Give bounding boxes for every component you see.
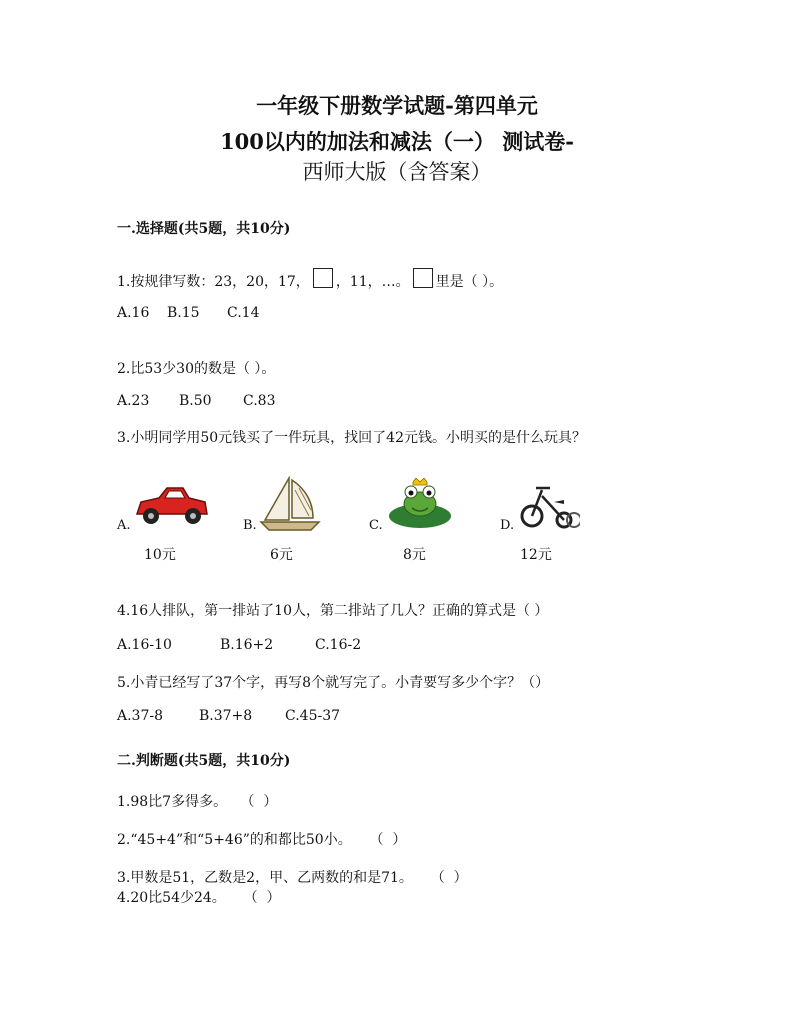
- toy-option-a: [117, 478, 227, 568]
- toy-price: 6元: [270, 547, 293, 563]
- question-1-text-c: 里是（ ）。: [435, 274, 504, 290]
- option-c: C.83: [243, 393, 276, 409]
- option-a: A.23: [117, 393, 150, 409]
- question-1-text-b: ，11，…。: [335, 274, 410, 290]
- option-b: B.50: [179, 393, 212, 409]
- question-2: 2.比53少30的数是（ ）。: [117, 361, 276, 377]
- toy-letter: D.: [500, 518, 515, 533]
- question-5-options: [117, 708, 340, 724]
- frog-icon: [387, 478, 453, 530]
- option-c: C.14: [227, 305, 260, 321]
- section-1-heading: 一.选择题(共5题，共10分): [117, 221, 291, 237]
- judgement-question-2: 2.“45+4”和“5+46”的和都比50小。 （ ）: [117, 832, 407, 848]
- option-b: B.15: [167, 305, 200, 321]
- toy-letter: B.: [243, 518, 257, 533]
- question-5: 5.小青已经写了37个字，再写8个就写完了。小青要写多少个字？（）: [117, 675, 550, 691]
- toy-letter: C.: [369, 518, 383, 533]
- red-car-icon: [131, 480, 211, 532]
- option-a: A.37-8: [117, 708, 164, 724]
- option-a: A.16-10: [117, 637, 172, 653]
- toy-option-d: [500, 478, 610, 568]
- toy-option-c: [369, 478, 479, 568]
- tricycle-icon: [520, 482, 580, 530]
- question-1-text-a: 1.按规律写数：23，20，17，: [117, 274, 310, 290]
- option-c: C.16-2: [315, 637, 362, 653]
- option-b: B.37+8: [199, 708, 253, 724]
- question-1: [117, 268, 503, 291]
- question-1-options: [117, 305, 259, 321]
- title-line-3: 西师大版（含答案）: [302, 160, 492, 184]
- question-3: 3.小明同学用50元钱买了一件玩具，找回了42元钱。小明买的是什么玩具？: [117, 430, 586, 446]
- toy-letter: A.: [117, 518, 131, 533]
- title-line-1: 一年级下册数学试题-第四单元: [256, 93, 538, 118]
- option-b: B.16+2: [220, 637, 274, 653]
- sailboat-icon: [259, 476, 323, 534]
- judgement-question-3: 3.甲数是51，乙数是2，甲、乙两数的和是71。 （ ）: [117, 870, 468, 886]
- toy-price: 8元: [403, 547, 426, 563]
- judgement-question-4: 4.20比54少24。 （ ）: [117, 890, 281, 906]
- judgement-question-1: 1.98比7多得多。 （ ）: [117, 794, 278, 810]
- toy-option-b: [243, 478, 353, 568]
- answer-blank-box: [313, 268, 333, 288]
- option-c: C.45-37: [285, 708, 341, 724]
- title-line-2: 100以内的加法和减法（一） 测试卷-: [220, 129, 574, 154]
- answer-blank-box: [413, 268, 433, 288]
- question-2-options: [117, 393, 275, 409]
- toy-price: 10元: [144, 547, 176, 563]
- toy-price: 12元: [520, 547, 552, 563]
- question-4: 4.16人排队，第一排站了10人，第二排站了几人？正确的算式是（ ）: [117, 603, 549, 619]
- option-a: A.16: [117, 305, 150, 321]
- question-4-options: [117, 637, 361, 653]
- question-3-pictures: [117, 478, 597, 568]
- section-2-heading: 二.判断题(共5题，共10分): [117, 753, 291, 769]
